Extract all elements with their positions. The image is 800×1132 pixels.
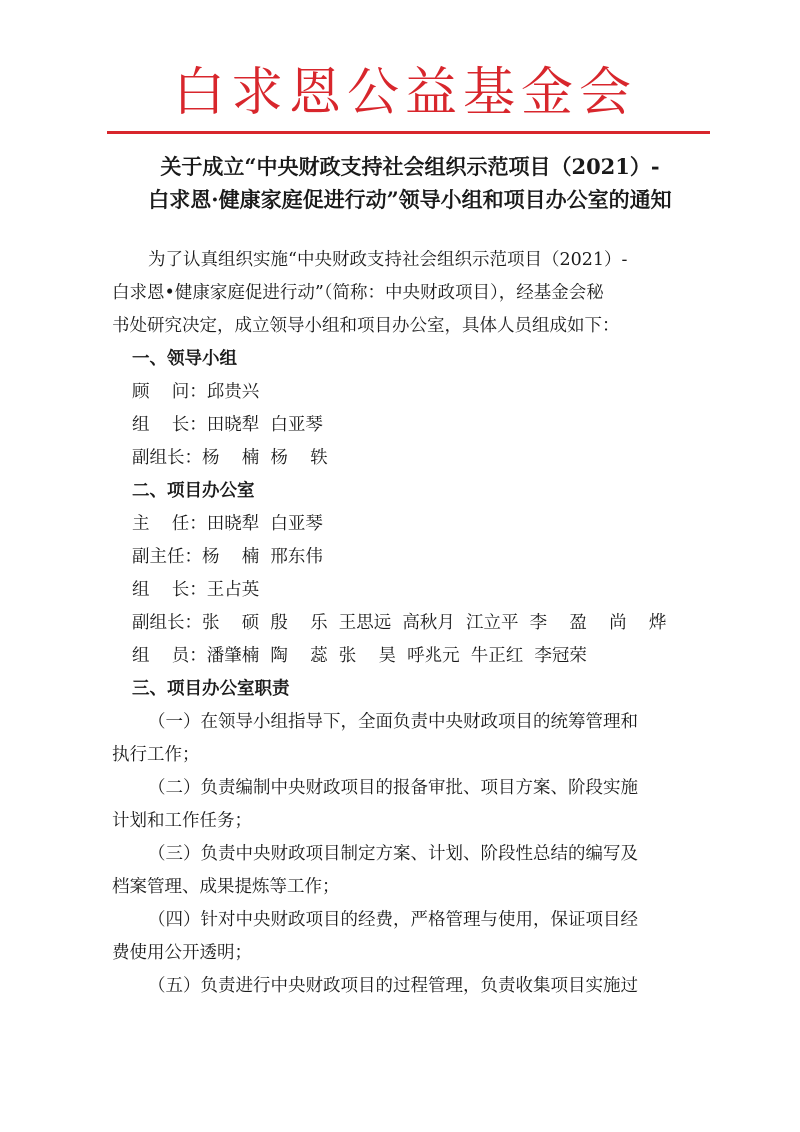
organization-letterhead: 白求恩公益基金会 bbox=[172, 63, 637, 123]
duty-line: （二）负责编制中央财政项目的报备审批、项目方案、阶段实施 bbox=[148, 778, 638, 798]
intro-line-3: 书处研究决定，成立领导小组和项目办公室，具体人员组成如下： bbox=[112, 316, 620, 336]
member-row: 组 长：王占英 bbox=[132, 580, 260, 600]
intro-line-2: 白求恩•健康家庭促进行动”（简称：中央财政项目），经基金会秘 bbox=[112, 283, 604, 303]
duty-line: （四）针对中央财政项目的经费，严格管理与使用，保证项目经 bbox=[148, 910, 638, 930]
title-line-1: 关于成立“中央财政支持社会组织示范项目（2021）- bbox=[160, 154, 660, 179]
member-row: 副组长：张 硕 殷 乐 王思远 高秋月 江立平 李 盈 尚 烨 bbox=[132, 613, 667, 633]
intro-line-1: 为了认真组织实施“中央财政支持社会组织示范项目（2021）- bbox=[148, 250, 628, 270]
title-line-2: 白求恩·健康家庭促进行动”领导小组和项目办公室的通知 bbox=[148, 187, 672, 212]
document-title bbox=[112, 150, 708, 216]
duty-line-continued: 费使用公开透明； bbox=[112, 943, 252, 963]
document-body bbox=[112, 244, 712, 1003]
section-heading-leadership: 一、领导小组 bbox=[132, 349, 237, 369]
letterhead-divider bbox=[107, 131, 710, 134]
member-row: 顾 问：邱贵兴 bbox=[132, 382, 260, 402]
section-heading-duties: 三、项目办公室职责 bbox=[132, 679, 290, 699]
duty-line: （一）在领导小组指导下，全面负责中央财政项目的统筹管理和 bbox=[148, 712, 638, 732]
duty-line: （三）负责中央财政项目制定方案、计划、阶段性总结的编写及 bbox=[148, 844, 638, 864]
member-row: 组 长：田晓犁 白亚琴 bbox=[132, 415, 323, 435]
duty-line-continued: 执行工作； bbox=[112, 745, 200, 765]
duty-line-continued: 档案管理、成果提炼等工作； bbox=[112, 877, 340, 897]
duty-line: （五）负责进行中央财政项目的过程管理，负责收集项目实施过 bbox=[148, 976, 638, 996]
section-heading-project-office: 二、项目办公室 bbox=[132, 481, 255, 501]
member-row: 主 任：田晓犁 白亚琴 bbox=[132, 514, 323, 534]
member-row: 组 员：潘肇楠 陶 蕊 张 昊 呼兆元 牛正红 李冠荣 bbox=[132, 646, 587, 666]
duty-line-continued: 计划和工作任务； bbox=[112, 811, 252, 831]
member-row: 副主任：杨 楠 邢东伟 bbox=[132, 547, 323, 567]
member-row: 副组长：杨 楠 杨 轶 bbox=[132, 448, 328, 468]
